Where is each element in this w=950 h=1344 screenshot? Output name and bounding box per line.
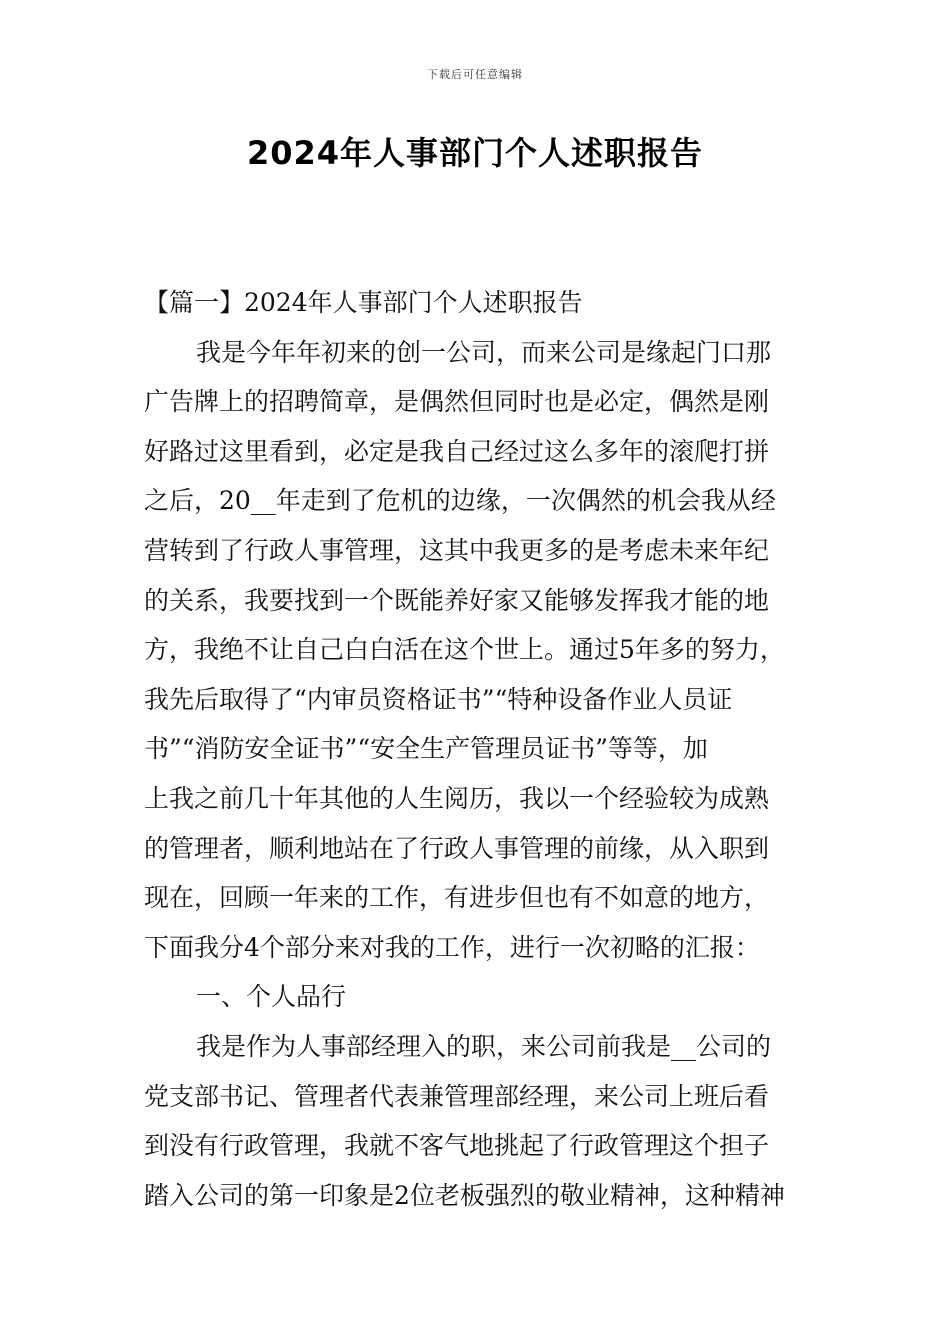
paragraph-line: 我是今年年初来的创一公司，而来公司是缘起门口那 bbox=[196, 337, 772, 367]
paragraph-line: 我先后取得了“内审员资格证书”“特种设备作业人员证 bbox=[144, 684, 733, 714]
paragraph-line: 踏入公司的第一印象是2位老板强烈的敬业精神，这种精神 bbox=[144, 1180, 785, 1210]
document-body bbox=[144, 278, 806, 1220]
paragraph-line: 到没有行政管理，我就不客气地挑起了行政管理这个担子 bbox=[144, 1131, 770, 1161]
paragraph-line: 书”“消防安全证书”“安全生产管理员证书”等等，加 bbox=[144, 734, 708, 764]
paragraph-line: 的管理者，顺利地站在了行政人事管理的前缘，从入职到 bbox=[144, 833, 770, 863]
paragraph-line: 之后，20__年走到了危机的边缘，一次偶然的机会我从经 bbox=[144, 486, 776, 516]
paragraph-line: 营转到了行政人事管理，这其中我更多的是考虑未来年纪 bbox=[144, 535, 770, 565]
paragraph-line: 党支部书记、管理者代表兼管理部经理，来公司上班后看 bbox=[144, 1081, 770, 1111]
document-title: 2024年人事部门个人述职报告 bbox=[246, 134, 704, 172]
paragraph-line: 好路过这里看到，必定是我自己经过这么多年的滚爬打拼 bbox=[144, 436, 770, 466]
paragraph-line: 方，我绝不让自己白白活在这个世上。通过5年多的努力， bbox=[144, 635, 785, 665]
paragraph-line: 下面我分4个部分来对我的工作，进行一次初略的汇报： bbox=[144, 932, 760, 962]
section-heading: 【篇一】2024年人事部门个人述职报告 bbox=[144, 288, 583, 317]
paragraph-line: 我是作为人事部经理入的职，来公司前我是__公司的 bbox=[196, 1031, 772, 1061]
paragraph-line: 现在，回顾一年来的工作，有进步但也有不如意的地方， bbox=[144, 883, 770, 913]
header-note: 下载后可任意编辑 bbox=[427, 68, 523, 81]
paragraph-line: 的关系，我要找到一个既能养好家又能够发挥我才能的地 bbox=[144, 585, 770, 615]
paragraph-line: 上我之前几十年其他的人生阅历，我以一个经验较为成熟 bbox=[144, 783, 770, 813]
subsection-heading: 一、个人品行 bbox=[196, 982, 347, 1012]
paragraph-line: 广告牌上的招聘简章，是偶然但同时也是必定，偶然是刚 bbox=[144, 387, 770, 417]
